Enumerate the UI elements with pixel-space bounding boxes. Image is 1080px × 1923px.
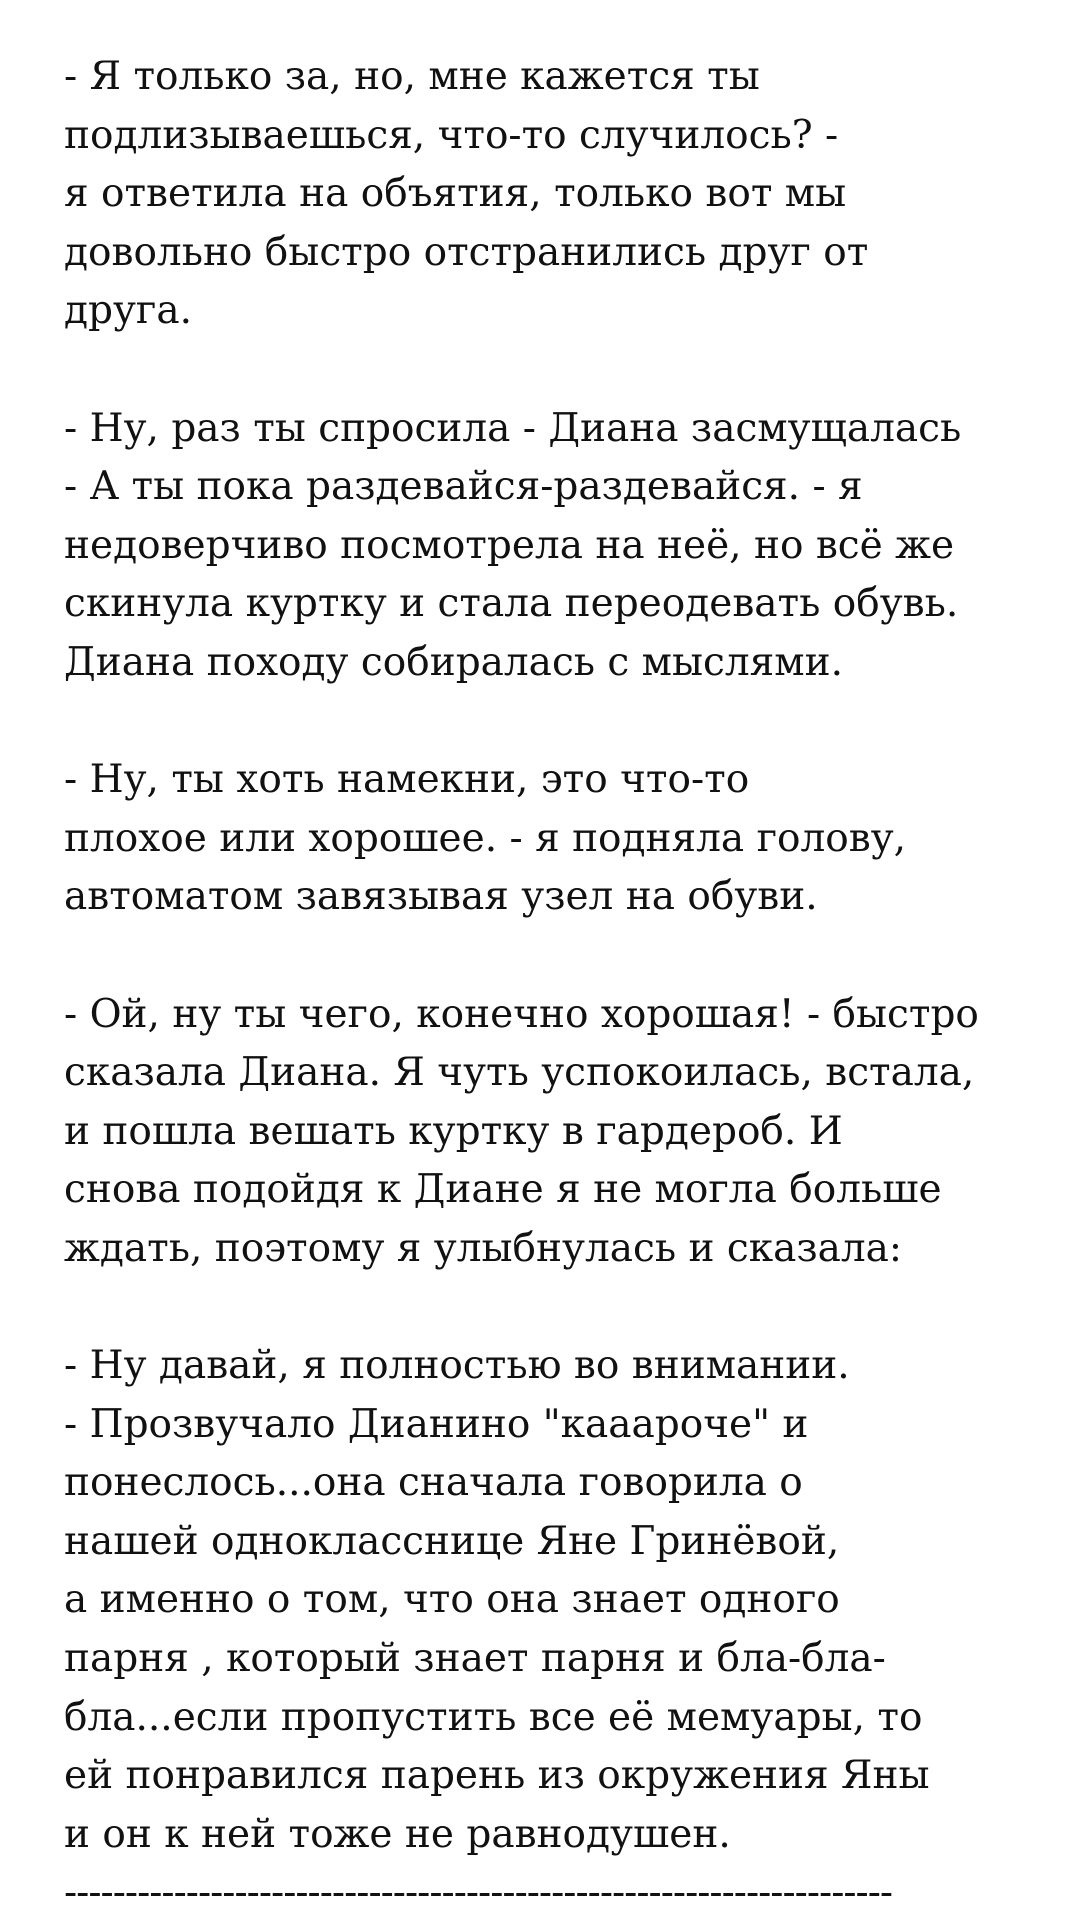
text-line: бла...если пропустить все её мемуары, то (64, 1694, 923, 1740)
text-line: снова подойдя к Диане я не могла больше (64, 1167, 942, 1213)
text-line: понеслось...она сначала говорила о (64, 1460, 803, 1506)
text-line: сказала Диана. Я чуть успокоилась, встала, (64, 1050, 975, 1096)
text-line: довольно быстро отстранились друг от (64, 229, 869, 275)
paragraph (64, 751, 1024, 927)
text-line: друга. (64, 288, 193, 334)
text-line: ей понравился парень из окружения Яны (64, 1753, 930, 1799)
text-line: Диана походу собиралась с мыслями. (64, 639, 843, 685)
text-line: подлизываешься, что-то случилось? - (64, 112, 839, 158)
text-line: я ответила на объятия, только вот мы (64, 171, 847, 217)
paragraph (64, 986, 1024, 1279)
text-line: ждать, поэтому я улыбнулась и сказала: (64, 1225, 903, 1271)
text-line: - Прозвучало Дианино "кааароче" и (64, 1401, 809, 1447)
text-line: недоверчиво посмотрела на неё, но всё же (64, 522, 955, 568)
text-line: плохое или хорошее. - я подняла голову, (64, 815, 907, 861)
paragraph (64, 1337, 1024, 1923)
text-line: - Ой, ну ты чего, конечно хорошая! - быстро (64, 991, 979, 1037)
text-line: нашей однокласснице Яне Гринёвой, (64, 1518, 840, 1564)
text-line: - Ну, ты хоть намекни, это что-то (64, 757, 750, 803)
section-separator: -------------------------------------------------------------------- (64, 1870, 893, 1916)
text-line: скинула куртку и стала переодевать обувь. (64, 581, 959, 627)
text-line: и пошла вешать куртку в гардероб. И (64, 1108, 843, 1154)
text-line: автоматом завязывая узел на обуви. (64, 874, 818, 920)
text-line: - Ну, раз ты спросила - Диана засмущалась (64, 405, 962, 451)
text-line: - Ну давай, я полностью во внимании. (64, 1343, 850, 1389)
paragraph (64, 48, 1024, 341)
reader-content (64, 48, 1024, 1923)
paragraph (64, 400, 1024, 693)
text-line: и он к ней тоже не равнодушен. (64, 1811, 731, 1857)
text-line: - А ты пока раздевайся-раздевайся. - я (64, 464, 863, 510)
text-line: парня , который знает парня и бла-бла- (64, 1636, 886, 1682)
text-line: а именно о том, что она знает одного (64, 1577, 840, 1623)
text-line: - Я только за, но, мне кажется ты (64, 54, 760, 99)
